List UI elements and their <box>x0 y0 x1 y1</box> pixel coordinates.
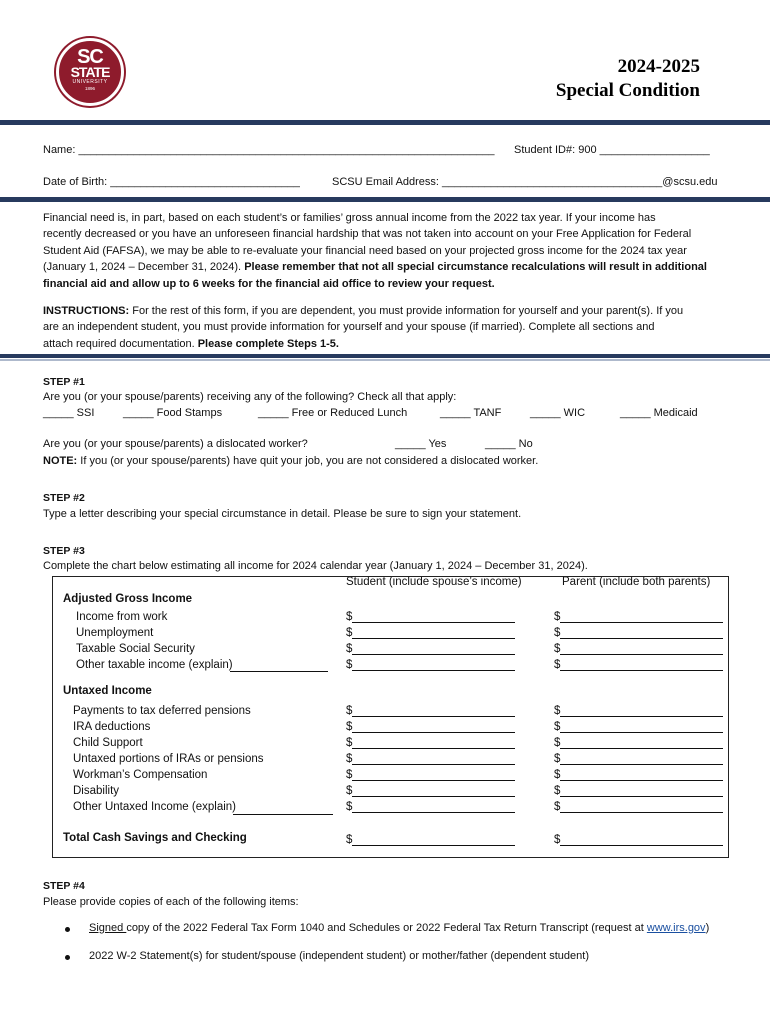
university-logo <box>56 38 124 106</box>
amount-input[interactable] <box>352 783 515 797</box>
step4-item-2: 2022 W-2 Statement(s) for student/spouse (independent student) or mother/father (dependent student) <box>89 950 589 962</box>
dollar-sign: $ <box>346 801 353 813</box>
step4-item-1 <box>89 922 709 934</box>
step1-question: Are you (or your spouse/parents) receiving any of the following? Check all that apply: <box>43 391 457 403</box>
instructions-line: attach required documentation. <box>43 337 195 350</box>
amount-input[interactable] <box>352 641 515 655</box>
intro-line: Student Aid (FAFSA), we may be able to re-evaluate your financial need based on your projected gross income for the 2024 tax year <box>43 244 687 257</box>
savings-label: Total Cash Savings and Checking <box>63 832 247 844</box>
student-amount-savings <box>346 832 515 848</box>
email-field[interactable]: SCSU Email Address: ____________________________________@scsu.edu <box>332 176 718 188</box>
adjusted-list <box>76 609 233 673</box>
amount-input[interactable] <box>352 767 515 781</box>
dollar-sign: $ <box>554 769 561 781</box>
dollar-sign: $ <box>554 737 561 749</box>
income-label: Disability <box>73 785 120 797</box>
dollar-sign: $ <box>346 643 353 655</box>
step3-heading: STEP #3 <box>43 545 85 557</box>
parent-amounts-adjusted <box>554 609 723 673</box>
header-rule <box>0 120 770 125</box>
form-year: 2024-2025 <box>617 56 700 77</box>
amount-input[interactable] <box>560 703 723 717</box>
dislocated-no[interactable]: _____ No <box>485 438 533 450</box>
amount-input[interactable] <box>560 751 723 765</box>
irs-link[interactable]: www.irs.gov <box>646 922 706 934</box>
student-amounts-adjusted <box>346 609 515 673</box>
step4-text: Please provide copies of each of the following items: <box>43 896 299 908</box>
amount-input[interactable] <box>560 783 723 797</box>
amount-input[interactable] <box>352 751 515 765</box>
note-text: If you (or your spouse/parents) have quit your job, you are not considered a dislocated worker. <box>80 455 539 467</box>
instructions-rule-light <box>0 359 770 361</box>
amount-input[interactable] <box>352 657 515 671</box>
dollar-sign: $ <box>554 753 561 765</box>
income-label: Child Support <box>73 737 143 749</box>
dollar-sign: $ <box>346 737 353 749</box>
amount-input[interactable] <box>352 719 515 733</box>
dollar-sign: $ <box>346 627 353 639</box>
income-label: Other Untaxed Income (explain) <box>73 801 236 813</box>
dollar-sign: $ <box>346 753 353 765</box>
logo-text-year: 1896 <box>84 86 95 91</box>
dislocated-question: Are you (or your spouse/parents) a dislocated worker? <box>43 438 308 450</box>
dollar-sign: $ <box>554 785 561 797</box>
option-tanf[interactable]: _____ TANF <box>440 407 502 419</box>
amount-input[interactable] <box>560 735 723 749</box>
dollar-sign: $ <box>346 785 353 797</box>
dollar-sign: $ <box>554 611 561 623</box>
amount-input[interactable] <box>560 641 723 655</box>
income-label: Taxable Social Security <box>76 643 195 655</box>
amount-input[interactable] <box>352 625 515 639</box>
item-text: copy of the 2022 Federal Tax Form 1040 and Schedules or 2022 Federal Tax Return Transcript (request at <box>126 922 647 934</box>
dollar-sign: $ <box>554 834 561 846</box>
dollar-sign: $ <box>346 834 353 846</box>
income-label: Workman’s Compensation <box>73 769 208 781</box>
intro-warning: financial aid and allow up to 6 weeks for the financial aid office to review your request. <box>43 277 495 290</box>
step4-heading: STEP #4 <box>43 880 85 892</box>
bullet-icon <box>65 955 70 960</box>
dollar-sign: $ <box>346 721 353 733</box>
bullet-icon <box>65 927 70 932</box>
note-label: NOTE: <box>43 455 78 467</box>
intro-line: Financial need is, in part, based on each student’s or families’ gross annual income from the 2022 tax year. If your income has <box>43 212 656 224</box>
intro-line: (January 1, 2024 – December 31, 2024). <box>43 261 242 274</box>
dislocated-yes[interactable]: _____ Yes <box>395 438 447 450</box>
income-label: IRA deductions <box>73 721 151 733</box>
logo-text-state: STATE <box>70 64 110 80</box>
income-label: Other taxable income (explain) <box>76 659 233 671</box>
item-text-end: ) <box>705 922 710 934</box>
instructions-rule <box>0 354 770 358</box>
logo-text-university: UNIVERSITY <box>72 79 108 85</box>
option-food-stamps[interactable]: _____ Food Stamps <box>123 407 223 419</box>
intro-paragraph <box>43 210 733 292</box>
income-label: Unemployment <box>76 627 154 639</box>
dollar-sign: $ <box>554 721 561 733</box>
student-amounts-untaxed <box>346 703 515 815</box>
amount-input[interactable] <box>352 609 515 623</box>
instructions-steps: Please complete Steps 1-5. <box>197 337 339 350</box>
amount-input[interactable] <box>560 719 723 733</box>
income-label: Income from work <box>76 611 168 623</box>
dob-field[interactable]: Date of Birth: _______________________________ <box>43 176 300 188</box>
parent-amounts-untaxed <box>554 703 723 815</box>
option-free-lunch[interactable]: _____ Free or Reduced Lunch <box>258 407 408 419</box>
instructions-line: are an independent student, you must provide information for yourself and your spouse (if married). Complete all sections and <box>43 321 655 334</box>
explain-line[interactable] <box>230 671 328 672</box>
amount-input[interactable] <box>560 609 723 623</box>
income-label: Payments to tax deferred pensions <box>73 705 251 717</box>
dollar-sign: $ <box>554 705 561 717</box>
intro-warning: Please remember that not all special circumstance recalculations will result in additional <box>244 261 707 274</box>
parent-amount-savings <box>554 832 723 848</box>
amount-input[interactable] <box>352 703 515 717</box>
option-wic[interactable]: _____ WIC <box>530 407 586 419</box>
explain-line[interactable] <box>233 814 333 815</box>
intro-line: recently decreased or you have an unforeseen financial hardship that was not taken into account on your Free Application for Federal <box>43 228 692 241</box>
dollar-sign: $ <box>554 659 561 671</box>
amount-input[interactable] <box>560 832 723 846</box>
dollar-sign: $ <box>554 627 561 639</box>
dollar-sign: $ <box>346 611 353 623</box>
step2-text: Type a letter describing your special circumstance in detail. Please be sure to sign your statement. <box>43 508 522 520</box>
dollar-sign: $ <box>346 769 353 781</box>
adjusted-heading: Adjusted Gross Income <box>63 593 193 605</box>
amount-input[interactable] <box>560 657 723 671</box>
untaxed-list <box>73 703 264 815</box>
option-ssi[interactable]: _____ SSI <box>43 407 95 419</box>
instructions-label: INSTRUCTIONS: <box>43 305 130 317</box>
step2-heading: STEP #2 <box>43 492 85 504</box>
amount-input[interactable] <box>560 767 723 781</box>
form-title: Special Condition <box>555 80 700 101</box>
instructions-line: For the rest of this form, if you are dependent, you must provide information for yourself and your parent(s). If you <box>132 305 684 317</box>
dollar-sign: $ <box>554 643 561 655</box>
amount-input[interactable] <box>352 832 515 846</box>
amount-input[interactable] <box>352 799 515 813</box>
col-parent-header: Parent (include both parents) <box>562 576 711 588</box>
fields-rule <box>0 197 770 202</box>
amount-input[interactable] <box>352 735 515 749</box>
dollar-sign: $ <box>554 801 561 813</box>
step3-text: Complete the chart below estimating all income for 2024 calendar year (January 1, 2024 – December 31, 2024). <box>43 560 588 572</box>
step1-heading: STEP #1 <box>43 376 85 388</box>
dollar-sign: $ <box>346 705 353 717</box>
amount-input[interactable] <box>560 799 723 813</box>
col-student-header: Student (include spouse’s income) <box>346 576 522 588</box>
student-id-field[interactable]: Student ID#: 900 __________________ <box>514 144 710 156</box>
name-field[interactable]: Name: ____________________________________________________________________ <box>43 144 495 156</box>
option-medicaid[interactable]: _____ Medicaid <box>620 407 698 419</box>
amount-input[interactable] <box>560 625 723 639</box>
dollar-sign: $ <box>346 659 353 671</box>
signed-text: Signed <box>89 922 127 934</box>
income-label: Untaxed portions of IRAs or pensions <box>73 753 264 765</box>
logo-text-sc: SC <box>77 46 103 68</box>
untaxed-heading: Untaxed Income <box>63 685 152 697</box>
instructions-paragraph <box>43 303 733 352</box>
